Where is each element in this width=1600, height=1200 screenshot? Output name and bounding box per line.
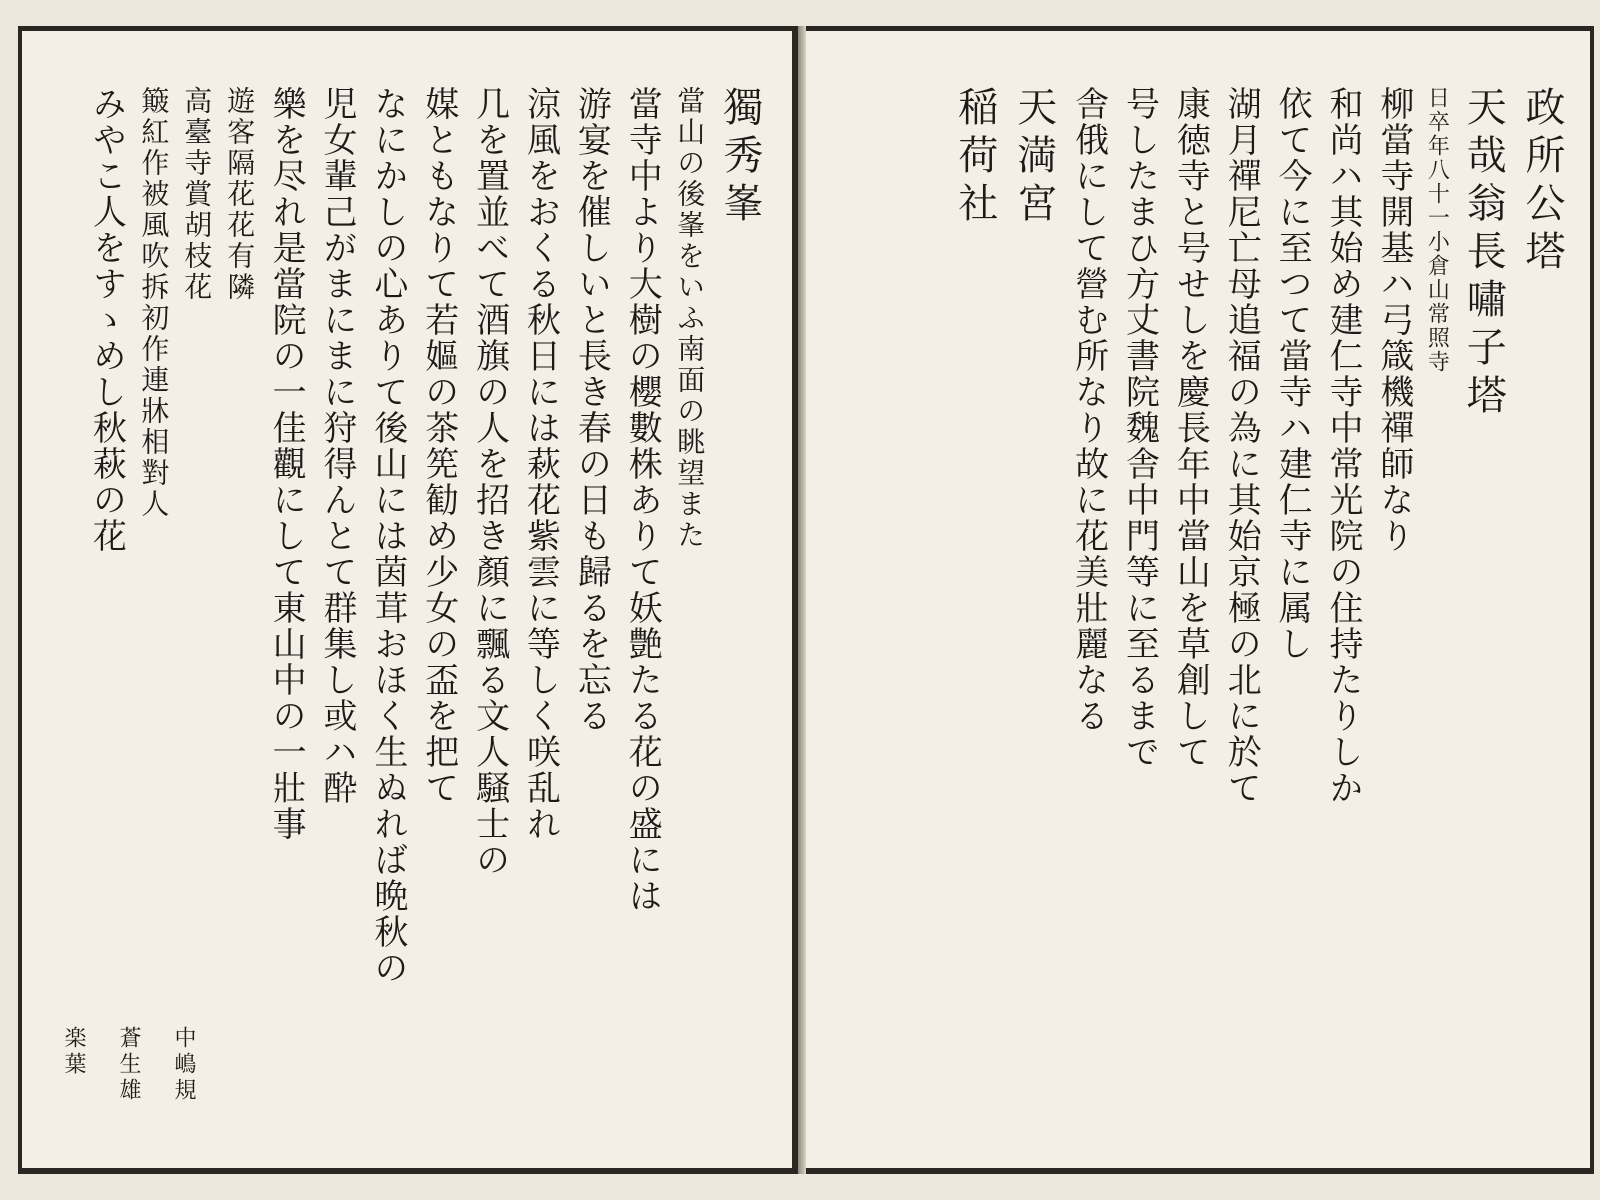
- text-column: 稲荷社: [951, 86, 998, 230]
- text-column: なにかしの心ありて後山には茵茸おほく生ぬれば晩秋の: [367, 86, 408, 986]
- text-column: みやこ人をすゝめし秋萩の花: [86, 86, 127, 554]
- text-column: 遊客隔花花有隣: [223, 86, 257, 303]
- text-column: 媒ともなりて若嫗の茶筅勧め少女の盃を把て: [418, 86, 459, 806]
- text-column: 樂を尽れ是當院の一佳觀にして東山中の一壯事: [266, 86, 307, 842]
- text-column: 當寺中より大樹の櫻數株ありて妖艶たる花の盛には: [622, 86, 663, 914]
- left-text-block: [44, 86, 766, 1134]
- right-text-block: [832, 86, 1568, 1134]
- text-column: 湖月禪尼亡母追福の為に其始京極の北に於て: [1221, 86, 1262, 806]
- book-gutter: [798, 26, 806, 1174]
- right-rule: [1590, 26, 1594, 1174]
- text-column: 涼風をおくる秋日には萩花紫雲に等しく咲乱れ: [520, 86, 561, 842]
- top-rule: [806, 26, 1594, 31]
- text-column: 舎俄にして營む所なり故に花美壯麗なる: [1068, 86, 1109, 734]
- text-column: 柳當寺開基ハ弓箴機禪師なり: [1373, 86, 1414, 554]
- left-page: [18, 26, 798, 1174]
- text-column: 依て今に至つて當寺ハ建仁寺に属し: [1272, 86, 1313, 662]
- author-signature: 蒼生雄: [116, 1026, 141, 1104]
- text-column: 康徳寺と号せしを慶長年中當山を草創して: [1170, 86, 1211, 770]
- text-column: 日卒年八十一小倉山常照寺: [1424, 86, 1450, 374]
- author-signature: 中嶋規: [171, 1026, 196, 1104]
- text-column: 児女輩己がまにまに狩得んとて群集し或ハ酔: [317, 86, 357, 806]
- text-column: 獨秀峯: [717, 86, 763, 230]
- text-column: 簸紅作被風吹拆初作連牀相對人: [137, 86, 171, 520]
- signature-block: [58, 1026, 199, 1104]
- right-page: [806, 26, 1594, 1174]
- bottom-rule: [18, 1168, 792, 1174]
- text-column: 几を置並べて酒旗の人を招き顏に飄る文人騒士の: [469, 86, 510, 878]
- top-rule: [18, 26, 792, 31]
- left-rule: [18, 26, 22, 1174]
- text-column: 和尚ハ其始め建仁寺中常光院の住持たりしか: [1322, 86, 1363, 806]
- text-column: 天満宮: [1010, 86, 1057, 230]
- text-column: 政所公塔: [1519, 86, 1565, 278]
- text-column: 号したまひ方丈書院魏舎中門等に至るまで: [1119, 86, 1160, 770]
- text-column: 當山の後峯をいふ南面の眺望また: [673, 86, 707, 551]
- text-column: 游宴を催しいと長き春の日も歸るを忘る: [571, 86, 612, 734]
- text-column: 高臺寺賞胡枝花: [180, 86, 214, 303]
- text-column: 天哉翁長嘯子塔: [1460, 86, 1507, 422]
- author-signature: 楽葉: [61, 1026, 86, 1078]
- bottom-rule: [806, 1168, 1594, 1174]
